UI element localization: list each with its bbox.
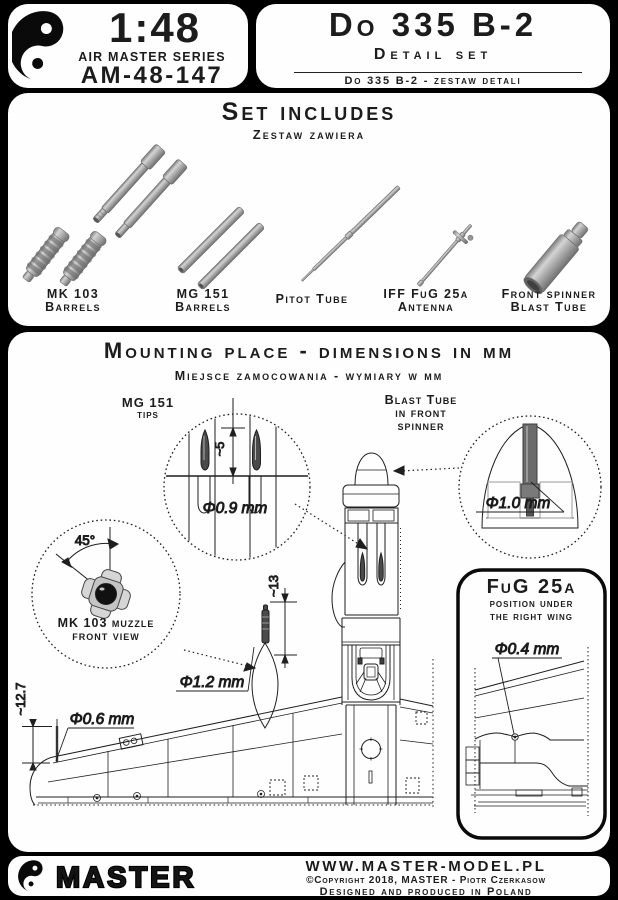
mg151-barrel-art	[177, 206, 265, 290]
part-label-line: MK 103	[46, 287, 100, 301]
master-logo-icon-small	[16, 858, 50, 894]
part-label-blast	[474, 288, 618, 313]
part-label-line: Antenna	[397, 299, 455, 314]
part-label-line: IFF FuG 25a	[383, 287, 469, 301]
header-left-panel	[8, 4, 248, 88]
blast-tube-art	[521, 217, 593, 297]
callout-line: tips	[137, 409, 159, 421]
series-label: AIR MASTER SERIES	[78, 50, 226, 64]
dim-mg151-length: ~5	[212, 441, 227, 457]
callout-line: MG 151	[121, 395, 175, 410]
callout-blast-tube	[374, 394, 468, 433]
website-text: WWW.MASTER-MODEL.PL	[305, 858, 547, 875]
fug25a-subtitle: the right wing	[489, 611, 574, 623]
part-label-line: Barrels	[45, 299, 101, 314]
part-label-line: Barrels	[175, 299, 231, 314]
dim-mk103-diameter: Φ1.2 mm	[179, 674, 245, 691]
dim-fug-diameter: Φ0.4 mm	[494, 641, 560, 658]
made-in-text: Designed and produced in Poland	[319, 886, 533, 898]
master-logotype	[54, 859, 234, 895]
dim-blast-diameter: Φ1.0 mm	[485, 495, 551, 512]
set-includes-title-pl: Zestaw zawiera	[252, 127, 366, 142]
iff-antenna-art	[412, 219, 479, 292]
dim-mk103-length: ~13	[266, 574, 281, 598]
part-label-line: Front spinner	[501, 287, 597, 301]
callout-line: in front	[395, 406, 447, 420]
product-subtitle: Detail set	[373, 46, 493, 63]
callout-fug25a-title	[458, 576, 605, 624]
callout-line: front view	[72, 629, 140, 643]
dim-mk103-wing	[176, 575, 297, 691]
leader-arrows	[184, 466, 459, 671]
callout-mk103-muzzle	[41, 617, 171, 643]
copyright-text: ©Copyright 2018, MASTER - Piotr Czerkasow	[306, 875, 546, 886]
part-label-line: Blast Tube	[510, 299, 588, 314]
dim-mk103-angle: 45°	[74, 533, 96, 548]
mk103-detail-circle	[32, 520, 180, 668]
scale-label: 1:48	[108, 4, 202, 51]
part-label-line: MG 151	[176, 287, 230, 301]
dim-pitot	[13, 683, 134, 770]
part-label-line: Pitot Tube	[275, 292, 349, 306]
dim-mg151-diameter: Φ0.9 mm	[202, 500, 268, 517]
product-code: AM-48-147	[80, 62, 224, 89]
mounting-title-pl: Miejsce zamocowania - wymiary w mm	[174, 369, 444, 383]
blast-tube-detail-circle	[459, 416, 601, 558]
set-includes-title: Set includes	[221, 98, 397, 126]
divider-line	[294, 72, 582, 73]
dim-pitot-diameter: Φ0.6 mm	[69, 711, 135, 728]
callout-line: spinner	[397, 419, 445, 433]
header-right-panel	[256, 4, 610, 88]
mg151-detail-circle	[164, 398, 310, 560]
callout-line: MK 103 muzzle	[57, 616, 155, 630]
fug25a-title: FuG 25a	[486, 576, 577, 598]
mk103-barrel-art	[19, 144, 188, 289]
mounting-title: Mounting place - dimensions in mm	[103, 338, 515, 363]
brand-text: MASTER	[56, 862, 197, 894]
product-title: Do 335 B-2	[328, 6, 538, 43]
pitot-tube-art	[300, 185, 401, 283]
footer-text-block	[248, 858, 604, 898]
footer-panel	[8, 856, 610, 896]
dim-pitot-length: ~12.7	[13, 682, 28, 716]
callout-mg151-tips	[108, 396, 188, 422]
part-label-mk103	[0, 288, 148, 313]
product-subtitle-pl: Do 335 B-2 - zestaw detali	[344, 75, 522, 87]
fug25a-subtitle: position under	[489, 598, 574, 610]
set-includes-panel	[8, 93, 610, 326]
mounting-panel	[8, 332, 610, 852]
callout-line: Blast Tube	[384, 393, 458, 407]
